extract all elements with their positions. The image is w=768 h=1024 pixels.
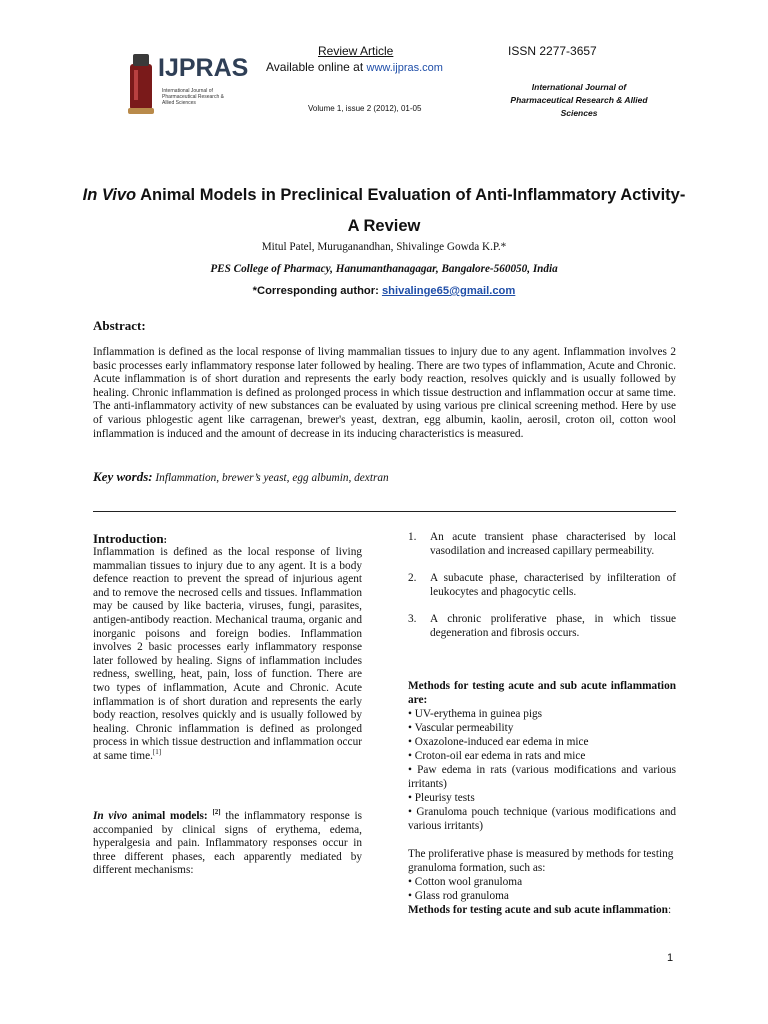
method-item: • Pleurisy tests (408, 792, 475, 804)
phase-item (408, 613, 676, 640)
invivo-paragraph (93, 810, 362, 878)
phase-text: A chronic proliferative phase, in which tissue degeneration and fibrosis occurs. (430, 613, 676, 639)
phase-item (408, 531, 676, 558)
section-divider (93, 511, 676, 512)
acute-methods-heading-2-colon: : (667, 904, 672, 916)
title-rest: Animal Models in Preclinical Evaluation of Anti-Inflammatory Activity- A Review (140, 186, 686, 235)
corresponding-label: *Corresponding author: (252, 285, 379, 297)
abstract-text: Inflammation is defined as the local response of living mammalian tissues to injury due to any agent. Inflammation involves 2 basic processes early inflammatory response later followed by healing. There are two types of inflammation, Acute and Chronic. Acute inflammation is of short duration and represents the early body reaction, resolves quickly and is usually followed by healing. Chronic inflammation is defined as prolonged process in which tissue destruction and inflammation occur at same time. The anti-inflammatory activity of new substances can be evaluated by using various pre clinical screening method. Here by use of various phlogestic agent like carragenan, brewer's yeast, dextran, egg albumin, kaolin, aerosil, croton oil, cotton wool inflammation is induced and the amount of decrease in its inducing characteristics is measured. (93, 346, 676, 440)
title-italic: In Vivo (82, 186, 137, 204)
phase-number: 1. (408, 531, 417, 543)
logo-subtitle: International Journal of Pharmaceutical Research & Allied Sciences (162, 88, 224, 106)
phase-text: A subacute phase, characterised by infilteration of leukocytes and phagocytic cells. (430, 572, 676, 598)
logo-text: IJPRAS (158, 54, 249, 82)
acute-methods (408, 679, 676, 833)
proliferative-intro: The proliferative phase is measured by methods for testing granuloma formation, such as: (408, 848, 674, 874)
proliferative-item: • Glass rod granuloma (408, 890, 509, 902)
introduction-heading-colon: : (163, 535, 167, 546)
page-number: 1 (667, 952, 674, 964)
method-item: • Granuloma pouch technique (various modifications and various irritants) (408, 806, 676, 832)
affiliation: PES College of Pharmacy, Hanumanthanagagar, Bangalore-560050, India (210, 263, 558, 275)
abstract-heading: Abstract: (93, 318, 146, 333)
website-link[interactable]: www.ijpras.com (366, 62, 443, 74)
invivo-body: the inflammatory response is accompanied by clinical signs of erythema, edema, hyperalgesia and pain. Inflammatory responses occur in three different phases, each apparently mediated by different mechanisms: (93, 810, 363, 877)
pill-bottle-icon (124, 46, 160, 116)
phase-number: 2. (408, 572, 417, 585)
method-item: • Croton-oil ear edema in rats and mice (408, 750, 586, 762)
phase-number: 3. (408, 613, 417, 626)
phase-list (408, 531, 676, 655)
invivo-italic: In vivo (93, 810, 128, 822)
keywords (93, 469, 676, 485)
volume-info: Volume 1, issue 2 (2012), 01-05 (308, 104, 422, 113)
keywords-list: Inflammation, brewer’s yeast, egg albumin, dextran (155, 472, 389, 484)
paper-title (80, 180, 688, 242)
keywords-label: Key words: (93, 469, 153, 484)
method-item: • Vascular permeability (408, 722, 514, 734)
reference-2: [2] (212, 808, 221, 817)
journal-logo (118, 44, 249, 120)
reference-1: [1] (152, 748, 162, 757)
phase-text: An acute transient phase characterised by local vasodilation and increased capillary permeability. (430, 531, 676, 557)
method-item: • Paw edema in rats (various modifications and various irritants) (408, 764, 676, 790)
authors: Mitul Patel, Muruganandhan, Shivalinge Gowda K.P.* (261, 241, 507, 253)
proliferative-item: • Cotton wool granuloma (408, 876, 523, 888)
acute-methods-heading: Methods for testing acute and sub acute inflammation are: (408, 680, 676, 706)
phase-item (408, 572, 676, 599)
introduction-heading (93, 531, 167, 547)
proliferative-methods (408, 847, 676, 917)
introduction-text (93, 546, 362, 764)
available-online-label: Available online at (266, 60, 364, 74)
issn: ISSN 2277-3657 (508, 44, 597, 58)
acute-methods-heading-2: Methods for testing acute and sub acute inflammation (408, 904, 668, 916)
corresponding-author (80, 285, 688, 297)
method-item: • UV-erythema in guinea pigs (408, 708, 543, 720)
corresponding-email-link[interactable]: shivalinge65@gmail.com (381, 285, 516, 297)
invivo-bold: animal models: (132, 810, 208, 822)
introduction-heading-text: Introduction (93, 531, 164, 546)
journal-name: International Journal of Pharmaceutical Research & Allied Sciences (510, 82, 648, 118)
introduction-body: Inflammation is defined as the local response of living mammalian tissues to injury due to any agent. It is a body defence reaction to prevent the spread of injurious agent and to remove the necrosed cells and tissues. Inflammation may be caused by like bacteria, viruses, fungi, parasites, antigen-antibody reaction. Mechanical trauma, organic and inorganic poisons and foreign bodies. Inflammation involves 2 basic processes early inflammatory response later followed by healing. Signs of inflammation includes redness, swelling, heat, pain, loss of function. There are two types of inflammation, Acute and Chronic. Acute inflammation is of short duration and represents the early body reaction, resolves quickly and is usually followed by healing. Chronic inflammation is defined as prolonged process in which tissue destruction and inflammation occur at same time. (93, 546, 362, 762)
available-online (266, 60, 443, 74)
article-type: Review Article (318, 44, 394, 58)
method-item: • Oxazolone-induced ear edema in mice (408, 736, 589, 748)
